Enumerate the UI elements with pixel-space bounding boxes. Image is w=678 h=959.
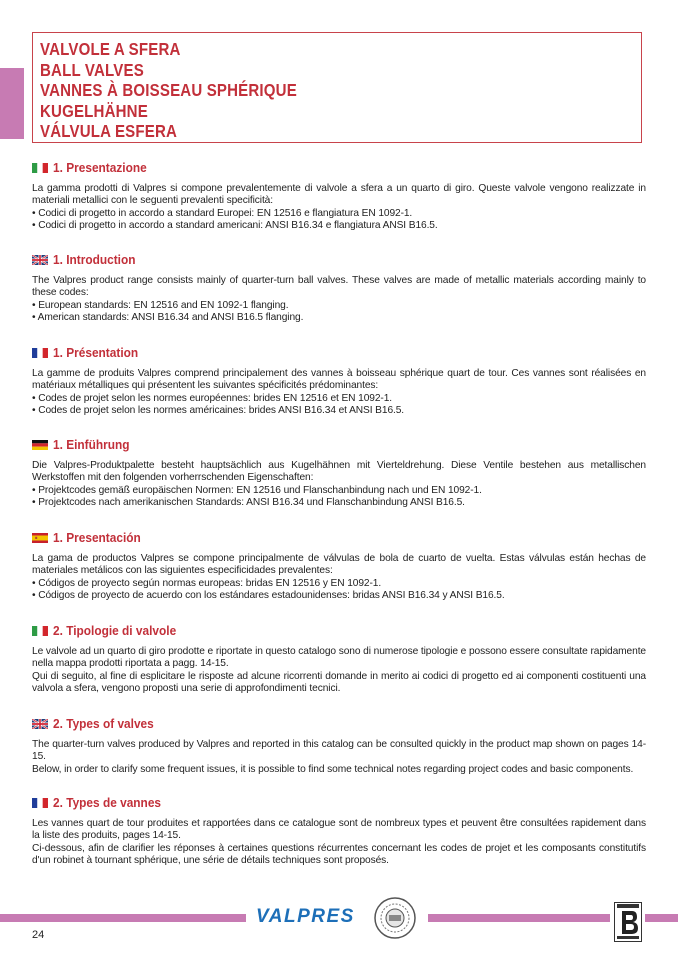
bonomi-logo xyxy=(614,902,642,942)
title-line: VÁLVULA ESFERA xyxy=(40,121,178,141)
section-intro: La gamme de produits Valpres comprend principalement des vannes à boisseau sphérique quart de tour. Ces vannes sont réalisées en matériaux métalliques qui présentent les suivantes spécificités prédominantes: xyxy=(32,368,646,392)
bullet-item: • Codici di progetto in accordo a standard Europei: EN 12516 e flangiatura EN 1092-1. xyxy=(32,207,413,219)
section-heading: 1. Presentación xyxy=(53,531,141,545)
section-presentacion xyxy=(32,530,646,603)
footer-band-far-right xyxy=(645,914,678,922)
uk-flag-icon xyxy=(32,719,48,729)
bullet-item: • Codici di progetto in accordo a standard americani: ANSI B16.34 e flangiatura ANSI B16.5. xyxy=(32,220,438,232)
bullet-item: • Códigos de proyecto según normas europeas: bridas EN 12516 y EN 1092-1. xyxy=(32,577,382,589)
section-introduction xyxy=(32,252,646,325)
page-number: 24 xyxy=(32,929,45,941)
bullet-item: • Códigos de proyecto de acuerdo con los estándares estadounidenses: bridas ANSI B16.34 y ANSI B16.5. xyxy=(32,590,505,602)
title-line: KUGELHÄHNE xyxy=(40,100,148,121)
section-types-de-vannes xyxy=(32,795,646,868)
quality-seal-icon xyxy=(373,896,417,940)
es-flag-icon xyxy=(32,533,48,543)
bullet-item: • Codes de projet selon les normes américaines: brides ANSI B16.34 et ANSI B16.5. xyxy=(32,405,405,417)
uk-flag-icon xyxy=(32,255,48,265)
fr-flag-icon xyxy=(32,798,48,808)
section-presentation-fr xyxy=(32,345,646,418)
bullet-item: • Projektcodes nach amerikanischen Standards: ANSI B16.34 und Flanschanbindung ANSI B16.5. xyxy=(32,497,465,509)
section-heading: 1. Présentation xyxy=(53,346,139,360)
it-flag-icon xyxy=(32,163,48,173)
title-line: BALL VALVES xyxy=(40,59,144,80)
section-einfuehrung xyxy=(32,437,646,510)
section-presentazione xyxy=(32,160,646,233)
bullet-item: • American standards: ANSI B16.34 and ANSI B16.5 flanging. xyxy=(32,312,304,324)
bullet-item: • European standards: EN 12516 and EN 1092-1 flanging. xyxy=(32,299,289,311)
section-heading: 2. Tipologie di valvole xyxy=(53,624,177,638)
section-heading: 2. Types de vannes xyxy=(53,796,162,810)
section-paragraph: Les vannes quart de tour produites et rapportées dans ce catalogue sont de nombreux types et peuvent être consultées rapidement dans la liste des produits, pages 14-15. xyxy=(32,818,646,842)
section-paragraph: Ci-dessous, afin de clarifier les réponses à certaines questions récurrentes concernant les codes de projet et les composants constitutifs d'un robinet à tournant sphérique, une série de détails techniques sont proposés. xyxy=(32,842,646,867)
section-intro: The Valpres product range consists mainly of quarter-turn ball valves. These valves are made of metallic materials according mainly to these codes: xyxy=(32,275,646,299)
it-flag-icon xyxy=(32,626,48,636)
section-paragraph: Qui di seguito, al fine di esplicitare le risposte ad alcune ricorrenti domande in merito ai codici di progetto ed ai componenti costituenti una valvola a sfera, vengono proposti una serie di approfondimenti tecnici. xyxy=(32,670,646,695)
side-tab xyxy=(0,68,24,139)
title-line: VANNES À BOISSEAU SPHÉRIQUE xyxy=(40,80,297,100)
section-tipologie xyxy=(32,623,646,696)
section-types-of-valves xyxy=(32,716,646,776)
footer-band-left xyxy=(0,914,246,922)
footer-band-right xyxy=(428,914,610,922)
section-heading: 1. Presentazione xyxy=(53,161,147,175)
section-heading: 2. Types of valves xyxy=(53,717,154,731)
section-paragraph: The quarter-turn valves produced by Valpres and reported in this catalog can be consulted quickly in the product map shown on pages 14-15. xyxy=(32,739,646,763)
bullet-item: • Codes de projet selon les normes européennes: brides EN 12516 et EN 1092-1. xyxy=(32,392,393,404)
title-box xyxy=(32,32,642,143)
section-intro: La gama de productos Valpres se compone principalmente de válvulas de bola de cuarto de vuelta. Estas válvulas están hechas de materiales metálicos con las siguientes especificidades prevalentes: xyxy=(32,553,646,577)
section-heading: 1. Introduction xyxy=(53,253,136,267)
section-paragraph: Le valvole ad un quarto di giro prodotte e riportate in questo catalogo sono di numerose tipologie e possono essere consultate rapidamente nella mappa prodotti riportata a pagg. 14-15. xyxy=(32,646,646,670)
bullet-item: • Projektcodes gemäß europäischen Normen: EN 12516 und Flanschanbindung nach und EN 1092-1. xyxy=(32,484,482,496)
title-line: VALVOLE A SFERA xyxy=(40,39,181,59)
section-intro: La gamma prodotti di Valpres si compone prevalentemente di valvole a sfera a un quarto di giro. Queste valvole vengono realizzate in materiali metallici con le seguenti prevalenti specificità: xyxy=(32,183,646,207)
valpres-logo: VALPRES xyxy=(256,906,355,927)
section-paragraph: Below, in order to clarify some frequent issues, it is possible to find some technical notes regarding project codes and basic components. xyxy=(32,763,634,775)
section-heading: 1. Einführung xyxy=(53,438,130,452)
section-intro: Die Valpres-Produktpalette besteht hauptsächlich aus Kugelhähnen mit Vierteldrehung. Diese Ventile bestehen aus metallischen Werkstoffen mit den folgenden vorherrschenden Eigenschaften: xyxy=(32,460,646,484)
fr-flag-icon xyxy=(32,348,48,358)
de-flag-icon xyxy=(32,440,48,450)
